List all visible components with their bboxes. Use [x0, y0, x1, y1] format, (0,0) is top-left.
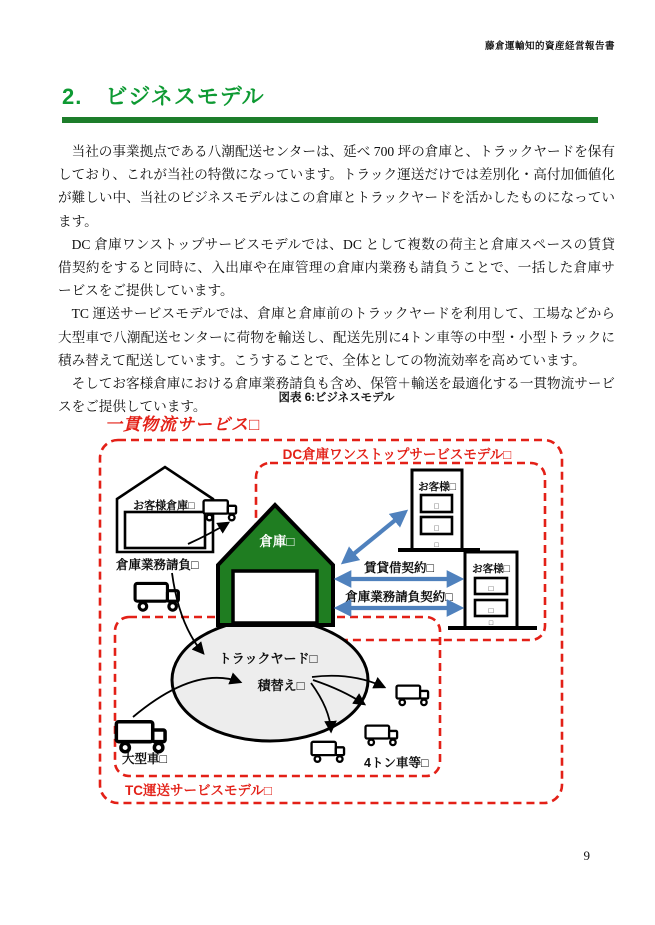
transshipment-label: 積替え□ [257, 678, 305, 693]
body-text [58, 140, 615, 418]
dc-model-label: DC倉庫ワンストップサービスモデル□ [282, 447, 512, 462]
warehouse-outsourcing-label: 倉庫業務請負□ [116, 558, 199, 572]
glyph-box: □ [488, 584, 494, 593]
customer-building-top-label: お客様□ [418, 481, 456, 493]
diagram-title: 一貫物流サービス□ [105, 415, 261, 434]
green-warehouse-label: 倉庫□ [259, 534, 295, 549]
work-contract-label: 倉庫業務請負契約□ [345, 590, 453, 604]
section-title: 2. ビジネスモデル [62, 84, 265, 109]
customer-building-bottom-label: お客様□ [472, 563, 510, 575]
truck-icon [116, 722, 165, 752]
figure-caption: 図表 6:ビジネスモデル [278, 392, 395, 404]
truck-icon [204, 500, 236, 520]
four-ton-truck-label: 4トン車等□ [364, 756, 429, 770]
page-header-text: 藤倉運輸知的資産経営報告書 [484, 41, 615, 52]
glyph-box: □ [434, 523, 439, 533]
tc-model-label: TC運送サービスモデル□ [125, 783, 272, 798]
green-warehouse-door [233, 571, 317, 623]
truck-icon [366, 726, 398, 745]
truck-icon [135, 583, 178, 610]
page-number: 9 [583, 848, 590, 863]
paragraph-3: TC 運送サービスモデルでは、倉庫と倉庫前のトラックヤードを利用して、工場などから大型車で八潮配送センターに荷物を輸送し、配送先別に4トン車等の中型・小型トラックに積み替えて配送しています。こうすることで、全体としての物流効率を高めています。 [58, 306, 615, 368]
truck-yard-label: トラックヤード□ [218, 651, 318, 666]
lease-contract-label: 賃貸借契約□ [363, 561, 435, 575]
section-title-underline [62, 117, 598, 123]
warehouse-customer-diagonal-arrow [345, 513, 404, 561]
paragraph-1: 当社の事業拠点である八潮配送センターは、延べ 700 坪の倉庫と、トラックヤードを保有しており、これが当社の特徴になっています。トラック運送だけでは差別化・高付加価値化が難しい中、当社のビジネスモデルはこの倉庫とトラックヤードを活かしたものになっています。 [58, 144, 615, 229]
truck-icon [397, 686, 429, 705]
customer-warehouse-label: お客様倉庫□ [133, 500, 195, 512]
business-model-diagram [0, 415, 655, 813]
large-truck-label: 大型車□ [122, 752, 168, 766]
glyph-box: □ [488, 620, 494, 627]
glyph-box: □ [488, 606, 494, 615]
paragraph-2: DC 倉庫ワンストップサービスモデルでは、DC として複数の荷主と倉庫スペースの賃貸借契約をすると同時に、入出庫や在庫管理の倉庫内業務も請負うことで、一括した倉庫サービスをご提供しています。 [58, 236, 615, 299]
glyph-box: □ [434, 542, 439, 549]
paragraph-4: そしてお客様倉庫における倉庫業務請負も含め、保管＋輸送を最適化する一貫物流サービスをご提供しています。 [58, 376, 615, 415]
truck-icon [312, 742, 344, 762]
glyph-box: □ [434, 501, 439, 511]
